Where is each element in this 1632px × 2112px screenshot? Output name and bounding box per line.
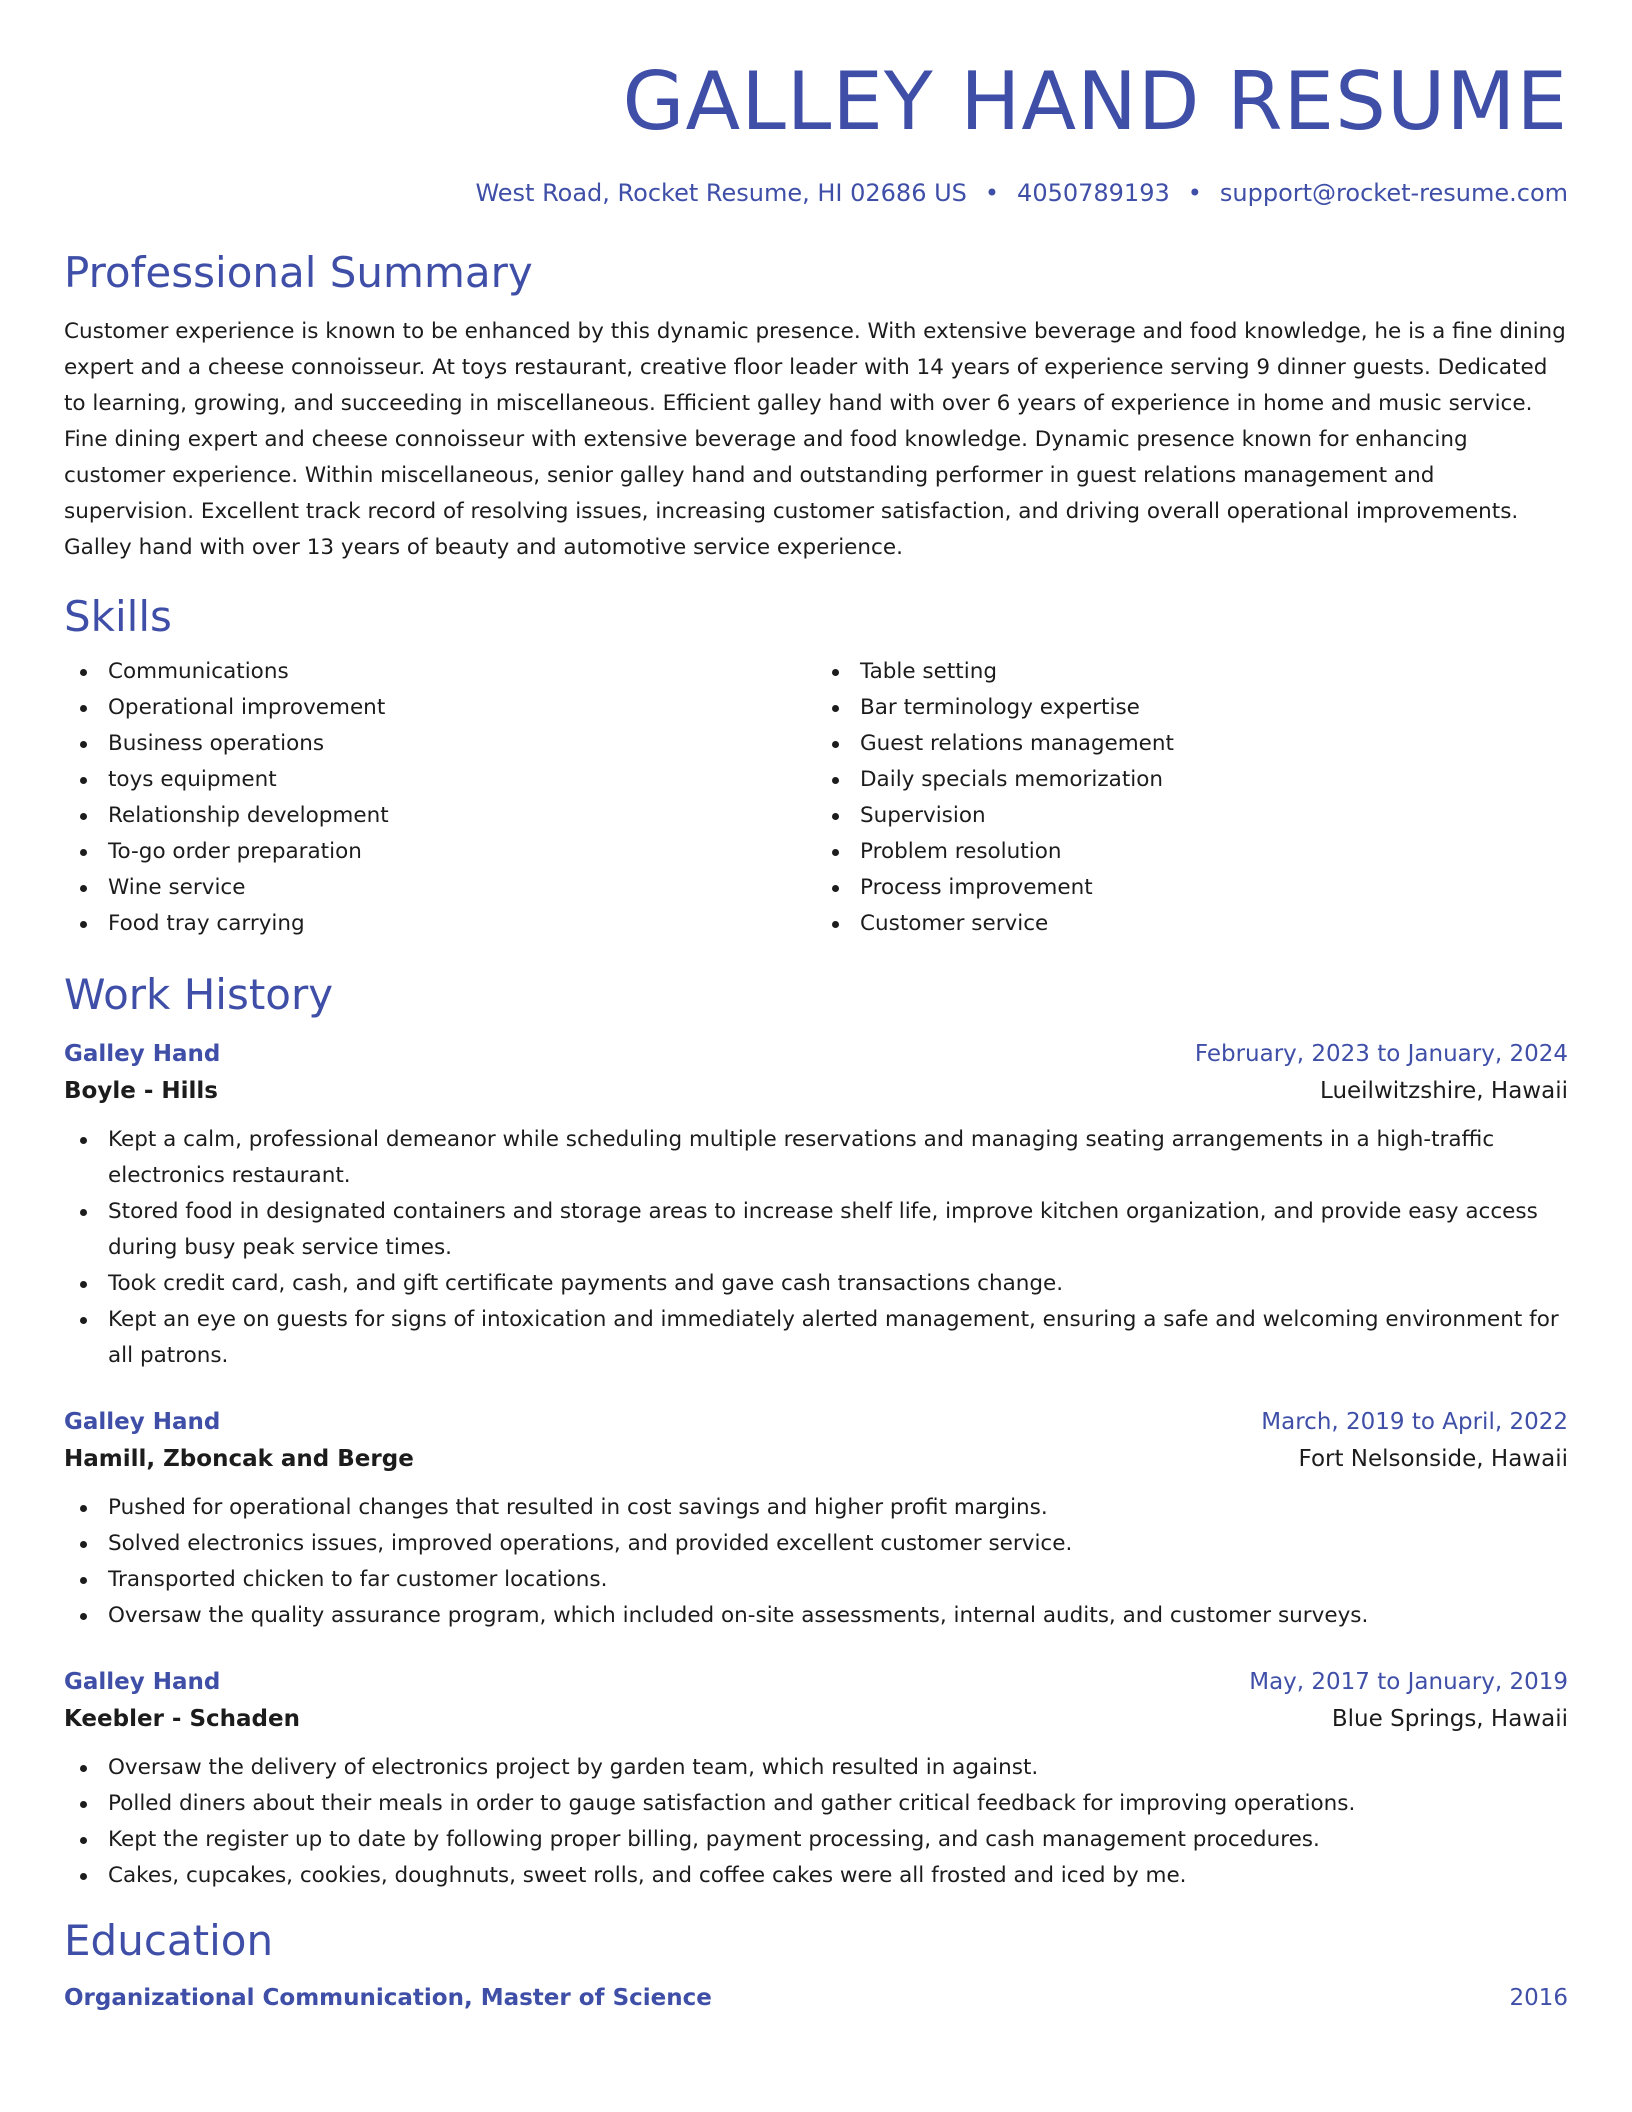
contact-email: support@rocket-resume.com [1219, 179, 1568, 207]
job-bullet: Oversaw the quality assurance program, which included on-site assessments, internal audits, and customer surveys. [64, 1598, 1568, 1634]
bullet-icon [80, 777, 87, 784]
bullet-icon [80, 669, 87, 676]
contact-separator: • [1187, 179, 1202, 207]
bullet-icon [80, 1613, 87, 1620]
skill-item: Problem resolution [816, 834, 1568, 870]
contact-separator: • [984, 179, 1000, 207]
education-entry [64, 1980, 1568, 2016]
skill-item: Supervision [816, 798, 1568, 834]
job-bullets [64, 1490, 1568, 1634]
education-degree: Organizational Communication, Master of Science [64, 1985, 712, 2011]
skill-item: Wine service [64, 870, 816, 906]
bullet-icon [80, 885, 87, 892]
skill-item: Bar terminology expertise [816, 690, 1568, 726]
contact-phone: 4050789193 [1017, 179, 1170, 207]
job-title: Galley Hand [64, 1409, 221, 1435]
job-bullet: Pushed for operational changes that resulted in cost savings and higher profit margins. [64, 1490, 1568, 1526]
bullet-icon [80, 921, 87, 928]
summary-heading: Professional Summary [64, 248, 533, 297]
job-bullet: Polled diners about their meals in order to gauge satisfaction and gather critical feedback for improving operations. [64, 1786, 1568, 1822]
skill-item: Table setting [816, 654, 1568, 690]
skills-column-right [816, 654, 1568, 942]
bullet-icon [80, 1801, 87, 1808]
resume-title: GALLEY HAND RESUME [622, 55, 1568, 148]
bullet-icon [80, 813, 87, 820]
bullet-icon [80, 1873, 87, 1880]
job-subheader [64, 1072, 1568, 1110]
skills-column-left [64, 654, 816, 942]
job-title: Galley Hand [64, 1041, 221, 1067]
bullet-icon [80, 1505, 87, 1512]
job-bullet: Transported chicken to far customer locations. [64, 1562, 1568, 1598]
bullet-icon [80, 1541, 87, 1548]
job-bullets [64, 1750, 1568, 1894]
skill-item: Communications [64, 654, 816, 690]
bullet-icon [832, 741, 839, 748]
education-year: 2016 [1509, 1985, 1568, 2011]
job-dates: May, 2017 to January, 2019 [1249, 1669, 1568, 1695]
bullet-icon [80, 741, 87, 748]
bullet-icon [832, 849, 839, 856]
job-entry [64, 1404, 1568, 1634]
skills-list [64, 654, 1568, 942]
bullet-icon [832, 921, 839, 928]
work-history-heading: Work History [64, 970, 334, 1019]
job-location: Fort Nelsonside, Hawaii [1298, 1446, 1568, 1472]
job-bullet: Oversaw the delivery of electronics project by garden team, which resulted in against. [64, 1750, 1568, 1786]
bullet-icon [832, 669, 839, 676]
job-bullet: Cakes, cupcakes, cookies, doughnuts, sweet rolls, and coffee cakes were all frosted and iced by me. [64, 1858, 1568, 1894]
skill-item: To-go order preparation [64, 834, 816, 870]
skill-item: Daily specials memorization [816, 762, 1568, 798]
skill-item: Process improvement [816, 870, 1568, 906]
bullet-icon [80, 1765, 87, 1772]
bullet-icon [80, 849, 87, 856]
skill-item: Relationship development [64, 798, 816, 834]
skill-item: Operational improvement [64, 690, 816, 726]
job-dates: March, 2019 to April, 2022 [1261, 1409, 1568, 1435]
skill-item: Guest relations management [816, 726, 1568, 762]
bullet-icon [80, 1317, 87, 1324]
contact-line [64, 178, 1568, 208]
job-bullet: Took credit card, cash, and gift certificate payments and gave cash transactions change. [64, 1266, 1568, 1302]
job-header [64, 1036, 1568, 1072]
job-bullet: Kept an eye on guests for signs of intoxication and immediately alerted management, ensuring a safe and welcoming environment for all patrons. [64, 1302, 1568, 1374]
summary-text: Customer experience is known to be enhanced by this dynamic presence. With extensive beverage and food knowledge, he is a fine dining expert and a cheese connoisseur. At toys restaurant, creative floor leader with 14 years of experience serving 9 dinner guests. Dedicated to learning, growing, and succeeding in miscellaneous. Efficient galley hand with over 6 years of experience in home and music service. Fine dining expert and cheese connoisseur with extensive beverage and food knowledge. Dynamic presence known for enhancing customer experience. Within miscellaneous, senior galley hand and outstanding performer in guest relations management and supervision. Excellent track record of resolving issues, increasing customer satisfaction, and driving overall operational improvements. Galley hand with over 13 years of beauty and automotive service experience. [64, 319, 1566, 560]
skill-item: Food tray carrying [64, 906, 816, 942]
bullet-icon [832, 777, 839, 784]
job-subheader [64, 1440, 1568, 1478]
job-bullet: Kept a calm, professional demeanor while scheduling multiple reservations and managing seating arrangements in a high-traffic electronics restaurant. [64, 1122, 1568, 1194]
job-entry [64, 1036, 1568, 1374]
job-company: Keebler - Schaden [64, 1706, 300, 1732]
job-bullets [64, 1122, 1568, 1374]
job-entry [64, 1664, 1568, 1894]
contact-address: West Road, Rocket Resume, HI 02686 US [475, 179, 967, 207]
bullet-icon [80, 1137, 87, 1144]
skill-item: toys equipment [64, 762, 816, 798]
bullet-icon [80, 1577, 87, 1584]
job-company: Hamill, Zboncak and Berge [64, 1446, 414, 1472]
job-bullet: Solved electronics issues, improved operations, and provided excellent customer service. [64, 1526, 1568, 1562]
job-header [64, 1404, 1568, 1440]
job-bullet: Stored food in designated containers and storage areas to increase shelf life, improve kitchen organization, and provide easy access during busy peak service times. [64, 1194, 1568, 1266]
education-heading: Education [64, 1916, 274, 1965]
job-header [64, 1664, 1568, 1700]
job-bullet: Kept the register up to date by following proper billing, payment processing, and cash management procedures. [64, 1822, 1568, 1858]
job-subheader [64, 1700, 1568, 1738]
bullet-icon [80, 1209, 87, 1216]
bullet-icon [832, 813, 839, 820]
bullet-icon [832, 705, 839, 712]
skill-item: Business operations [64, 726, 816, 762]
job-company: Boyle - Hills [64, 1078, 218, 1104]
job-location: Blue Springs, Hawaii [1331, 1706, 1568, 1732]
bullet-icon [80, 1281, 87, 1288]
job-location: Lueilwitzshire, Hawaii [1320, 1078, 1568, 1104]
job-title: Galley Hand [64, 1669, 221, 1695]
skill-item: Customer service [816, 906, 1568, 942]
bullet-icon [832, 885, 839, 892]
skills-heading: Skills [64, 592, 172, 641]
bullet-icon [80, 1837, 87, 1844]
job-dates: February, 2023 to January, 2024 [1194, 1041, 1568, 1067]
bullet-icon [80, 705, 87, 712]
